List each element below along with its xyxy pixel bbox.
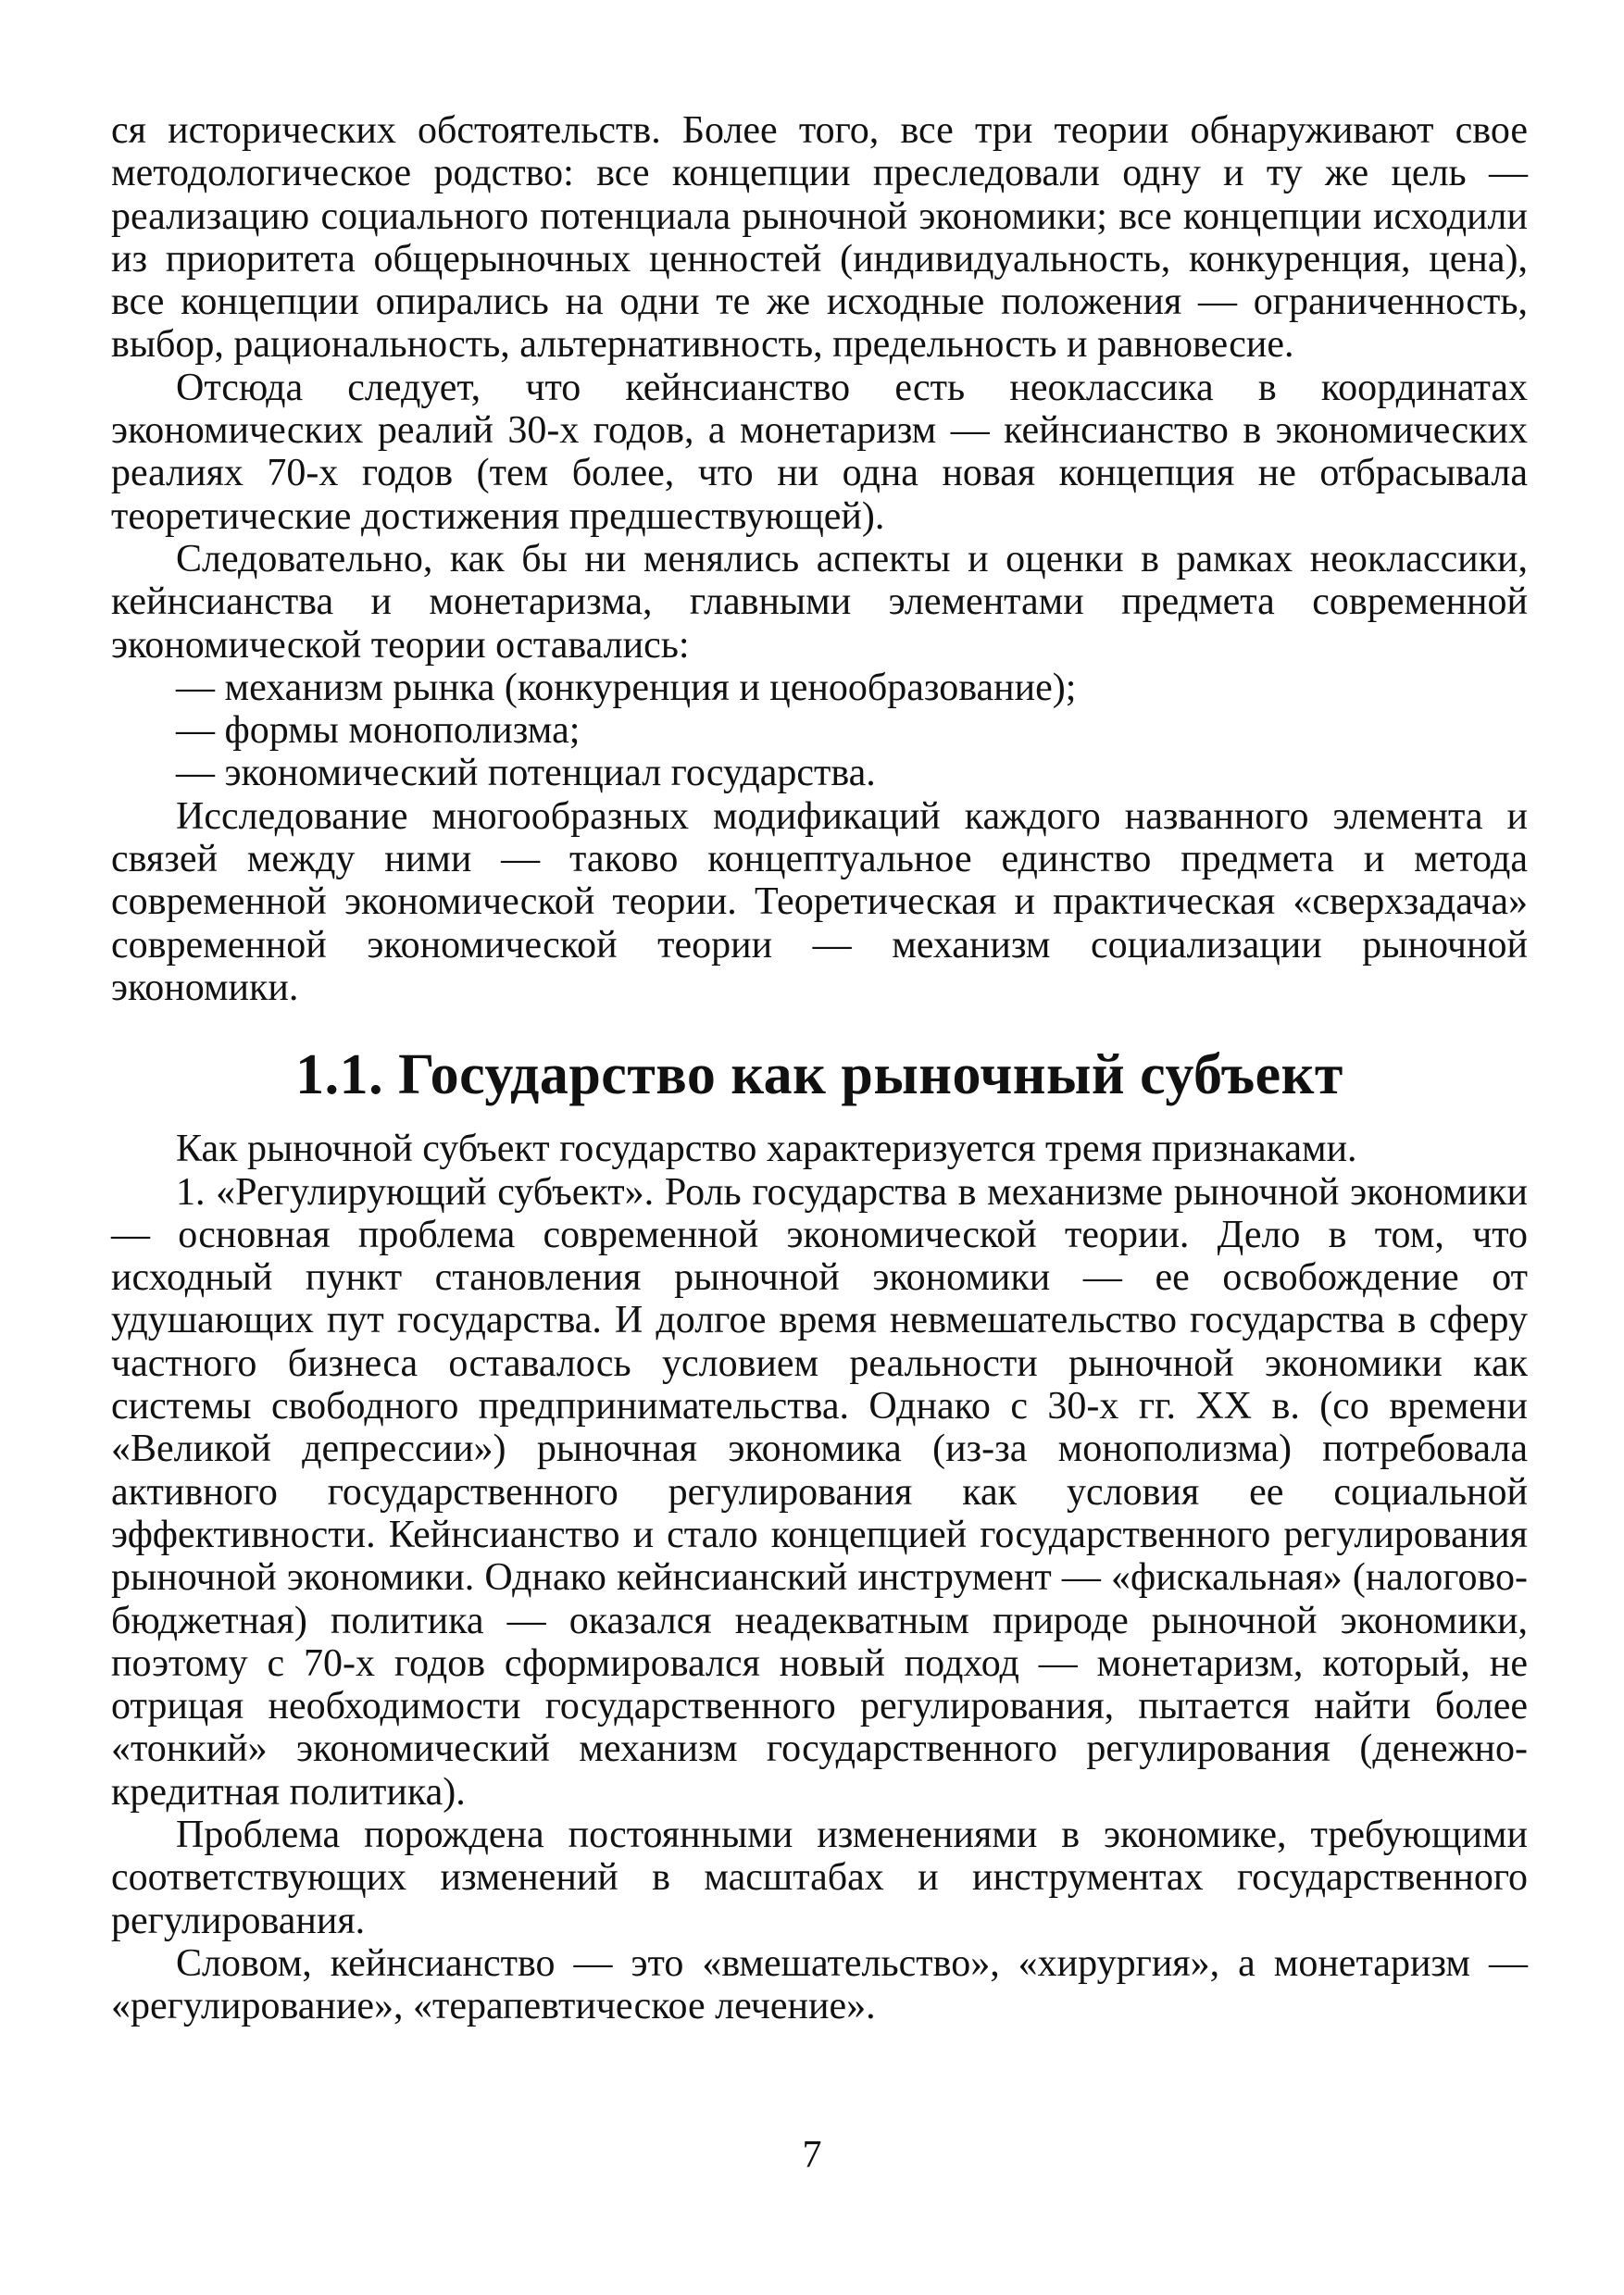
list-item-state-potential: — экономический потенциал государства. <box>176 752 876 795</box>
paragraph-problem-origin: Проблема порождена постоянными изменениями в экономике, требующими соответствующих изменений в масштабах и инструментах государственного регулирования. <box>111 1813 1528 1942</box>
paragraph-research-unity: Исследование многообразных модификаций каждого названного элемента и связей между ними — таково концептуальное единство предмета и метода современной экономической теории. Теоретическая и практическая «сверхзадача» современной экономической теории — механизм социализации рыночной экономики. <box>111 794 1528 1009</box>
paragraph-main-elements: Следовательно, как бы ни менялись аспекты и оценки в рамках неоклассики, кейнсианства и монетаризма, главными элементами предмета современной экономической теории оставались: <box>111 537 1528 667</box>
list-item-monopoly-forms: — формы монополизма; <box>176 709 581 753</box>
section-heading: 1.1. Государство как рыночный субъект <box>295 1043 1343 1107</box>
paragraph-three-features: Как рыночной субъект государство характеризуется тремя признаками. <box>176 1128 1357 1171</box>
list-item-market-mechanism: — механизм рынка (конкуренция и ценообразование); <box>176 666 1077 709</box>
paragraph-continuation: ся исторических обстоятельств. Более того, все три теории обнаруживают свое методологическое родство: все концепции преследовали одну и ту же цель — реализацию социального потенциала рыночной экономики; все концепции исходили из приоритета общерыночных ценностей (индивидуальность, конкуренция, цена), все концепции опирались на одни те же исходные положения — ограниченность, выбор, рациональность, альтернативность, предельность и равновесие. <box>111 109 1528 367</box>
page-body <box>111 109 1528 2027</box>
paragraph-keynesianism-neoclassics: Отсюда следует, что кейнсианство есть неоклассика в координатах экономических реалий 30-х годов, а монетаризм — кейнсианство в экономических реалиях 70-х годов (тем более, что ни одна новая концепция не отбрасывала теоретические достижения предшествующей). <box>111 366 1528 538</box>
page-number: 7 <box>802 2134 822 2177</box>
paragraph-regulating-subject: 1. «Регулирующий субъект». Роль государства в механизме рыночной экономики — основная проблема современной экономической теории. Дело в том, что исходный пункт становления рыночной экономики — ее освобождение от удушающих пут государства. И долгое время невмешательство государства в сферу частного бизнеса оставалось условием реальности рыночной экономики как системы свободного предпринимательства. Однако с 30-х гг. XX в. (со времени «Великой депрессии») рыночная экономика (из-за монополизма) потребовала активного государственного регулирования как условия ее социальной эффективности. Кейнсианство и стало концепцией государственного регулирования рыночной экономики. Однако кейнсианский инструмент — «фискальная» (налогово-бюджетная) политика — оказался неадекватным природе рыночной экономики, поэтому с 70-х годов сформировался новый подход — монетаризм, который, не отрицая необходимости государственного регулирования, пытается найти более «тонкий» экономический механизм государственного регулирования (денежно-кредитная политика). <box>111 1170 1528 1814</box>
paragraph-summary: Словом, кейнсианство — это «вмешательство», «хирургия», а монетаризм — «регулирование», «терапевтическое лечение». <box>111 1941 1528 2028</box>
